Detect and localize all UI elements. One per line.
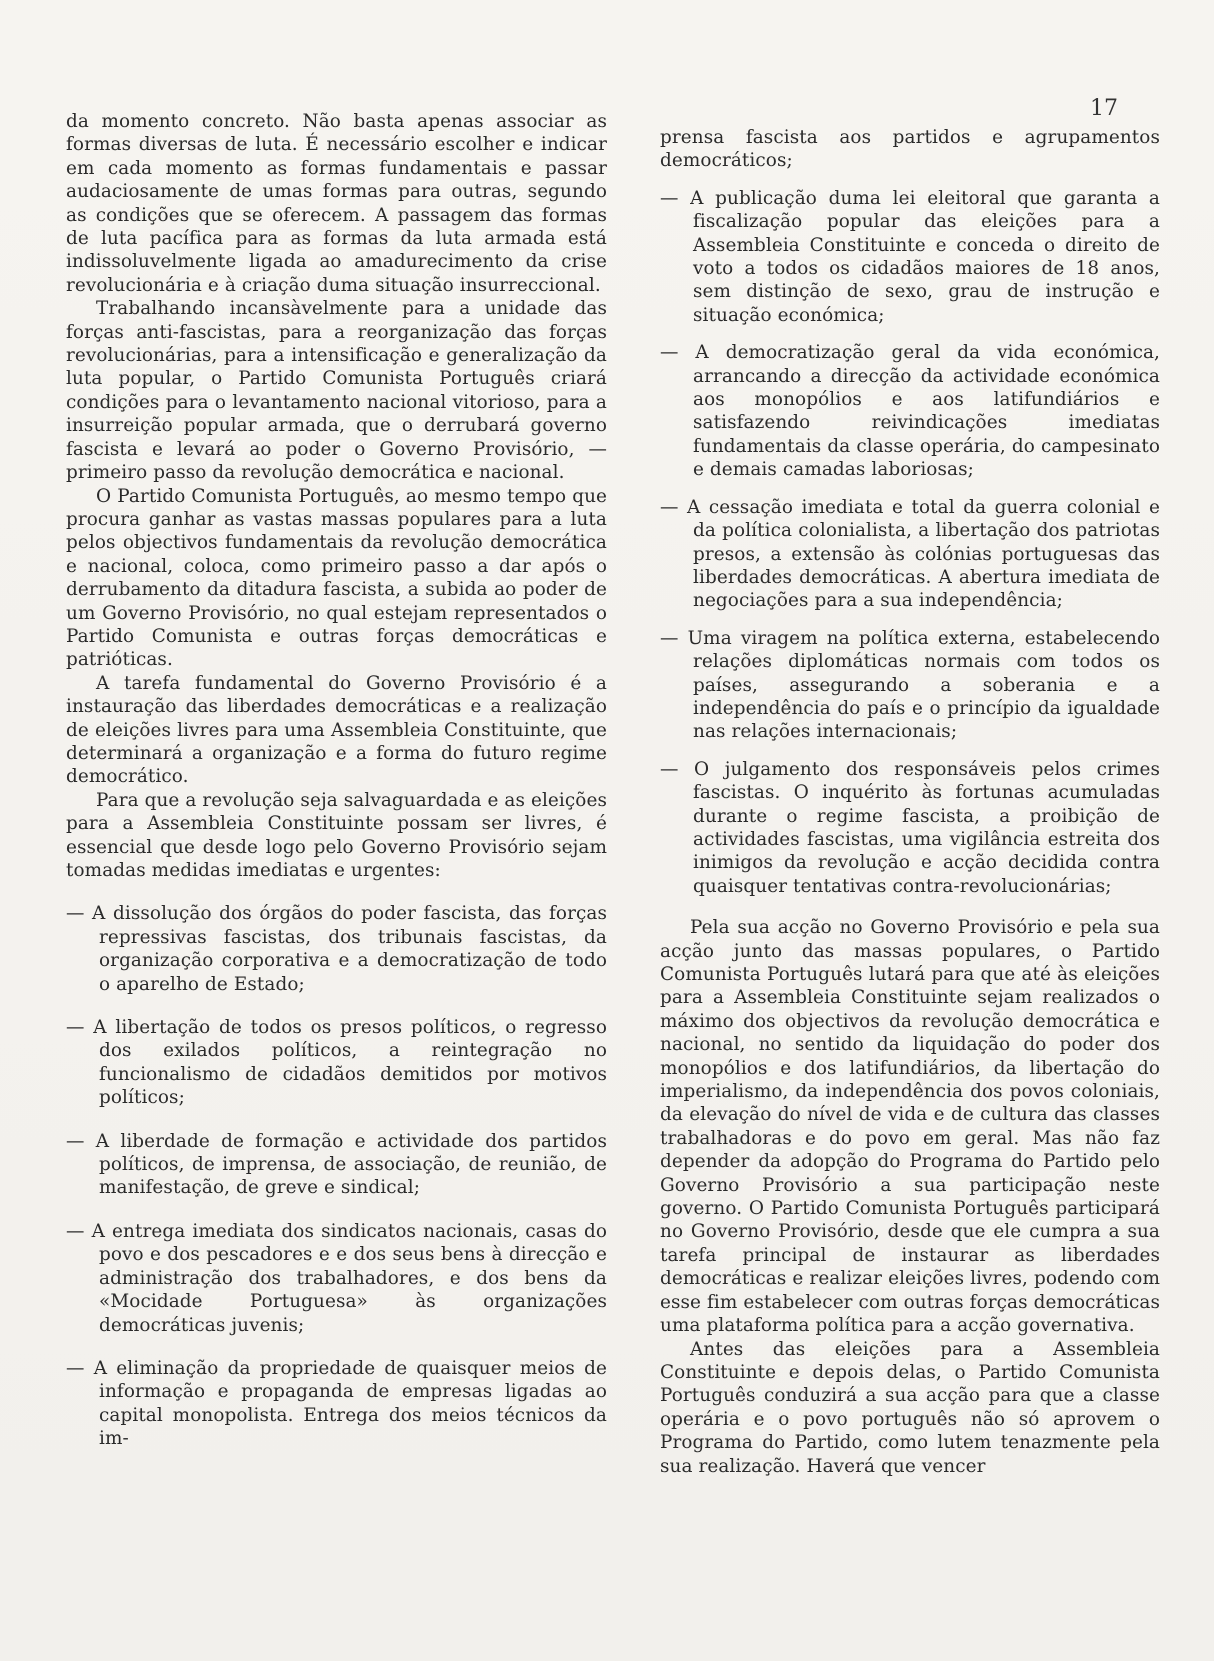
list-item: — A dissolução dos órgãos do poder fascista, das forças repressivas fascistas, dos tribunais fascistas, da organização corporativa e a democratização de todo o aparelho de Estado;: [66, 903, 607, 995]
list-item: — O julgamento dos responsáveis pelos crimes fascistas. O inquérito às fortunas acumuladas durante o regime fascista, a proibição de actividades fascistas, uma vigilância estreita dos inimigos da revolução e acção decidida contra quaisquer tentativas contra-revolucionárias;: [660, 758, 1160, 897]
paragraph: da momento concreto. Não basta apenas associar as formas diversas de luta. É necessário escolher e indicar em cada momento as formas fundamentais e passar audaciosamente de umas formas para outras, segundo as condições que se oferecem. A passagem das formas de luta pacífica para as formas da luta armada está indissoluvelmente ligada ao amadurecimento da crise revolucionária e à criação duma situação insurreccional.: [66, 111, 607, 296]
list-item: — A liberdade de formação e actividade dos partidos políticos, de imprensa, de associação, de reunião, de manifestação, de greve e sindical;: [66, 1130, 607, 1199]
list-item: — Uma viragem na política externa, estabelecendo relações diplomáticas normais com todos os países, assegurando a soberania e a independência do país e o princípio da igualdade nas relações internacionais;: [660, 627, 1160, 743]
paragraph: Trabalhando incansàvelmente para a unidade das forças anti-fascistas, para a reorganização das forças revolucionárias, para a intensificação e generalização da luta popular, o Partido Comunista Português criará condições para o levantamento nacional vitorioso, para a insurreição popular armada, que o derrubará governo fascista e levará ao poder o Governo Provisório, — primeiro passo da revolução democrática e nacional.: [66, 298, 607, 484]
list-item: — A cessação imediata e total da guerra colonial e da política colonialista, a libertação dos patriotas presos, a extensão às colónias portuguesas das liberdades democráticas. A abertura imediata de negociações para a sua independência;: [660, 496, 1160, 612]
left-column: [66, 110, 607, 1451]
list-item: — A entrega imediata dos sindicatos nacionais, casas do povo e dos pescadores e e dos seus bens à direcção e administração dos trabalhadores, e dos bens da «Mocidade Portuguesa» às organizações democráticas juvenis;: [66, 1220, 607, 1336]
paragraph: Para que a revolução seja salvaguardada e as eleições para a Assembleia Constituinte possam ser livres, é essencial que desde logo pelo Governo Provisório sejam tomadas medidas imediatas e urgentes:: [66, 789, 607, 881]
page-number: 17: [1090, 96, 1118, 121]
list-item: — A libertação de todos os presos políticos, o regresso dos exilados políticos, a reintegração no funcionalismo de cidadãos demitidos por motivos políticos;: [66, 1017, 607, 1109]
paragraph: Antes das eleições para a Assembleia Constituinte e depois delas, o Partido Comunista Português conduzirá a sua acção para que a classe operária e o povo português não só aprovem o Programa do Partido, como lutem tenazmente pela sua realização. Haverá que vencer: [660, 1338, 1160, 1477]
list-item-continuation: prensa fascista aos partidos e agrupamentos democráticos;: [660, 127, 1160, 172]
paragraph: A tarefa fundamental do Governo Provisório é a instauração das liberdades democráticas e a realização de eleições livres para uma Assembleia Constituinte, que determinará a organização e a forma do futuro regime democrático.: [66, 672, 607, 788]
list-item: — A publicação duma lei eleitoral que garanta a fiscalização popular das eleições para a Assembleia Constituinte e conceda o direito de voto a todos os cidadãos maiores de 18 anos, sem distinção de sexo, grau de instrução e situação económica;: [660, 187, 1160, 326]
paragraph: Pela sua acção no Governo Provisório e pela sua acção junto das massas populares, o Partido Comunista Português lutará para que até às eleições para a Assembleia Constituinte sejam realizados o máximo dos objectivos da revolução democrática e nacional, no sentido da liquidação do poder dos monopólios e dos latifundiários, da libertação do imperialismo, da independência dos povos coloniais, da elevação do nível de vida e de cultura das classes trabalhadoras e do povo em geral. Mas não faz depender da adopção do Programa do Partido pelo Governo Provisório a sua participação neste governo. O Partido Comunista Português participará no Governo Provisório, desde que ele cumpra a sua tarefa principal de instaurar as liberdades democráticas e realizar eleições livres, podendo com esse fim estabelecer com outras forças democráticas uma plataforma política para a acção governativa.: [660, 917, 1160, 1337]
paragraph: O Partido Comunista Português, ao mesmo tempo que procura ganhar as vastas massas populares para a luta pelos objectivos fundamentais da revolução democrática e nacional, coloca, como primeiro passo a dar após o derrubamento da ditadura fascista, a subida ao poder de um Governo Provisório, no qual estejam representados o Partido Comunista e outras forças democráticas e patrióticas.: [66, 485, 607, 671]
right-column: [660, 126, 1160, 1478]
list-item: — A eliminação da propriedade de quaisquer meios de informação e propaganda de empresas ligadas ao capital monopolista. Entrega dos meios técnicos da im-: [66, 1357, 607, 1450]
list-item: — A democratização geral da vida económica, arrancando a direcção da actividade económica aos monopólios e aos latifundiários e satisfazendo reivindicações imediatas fundamentais da classe operária, do campesinato e demais camadas laboriosas;: [660, 342, 1160, 481]
